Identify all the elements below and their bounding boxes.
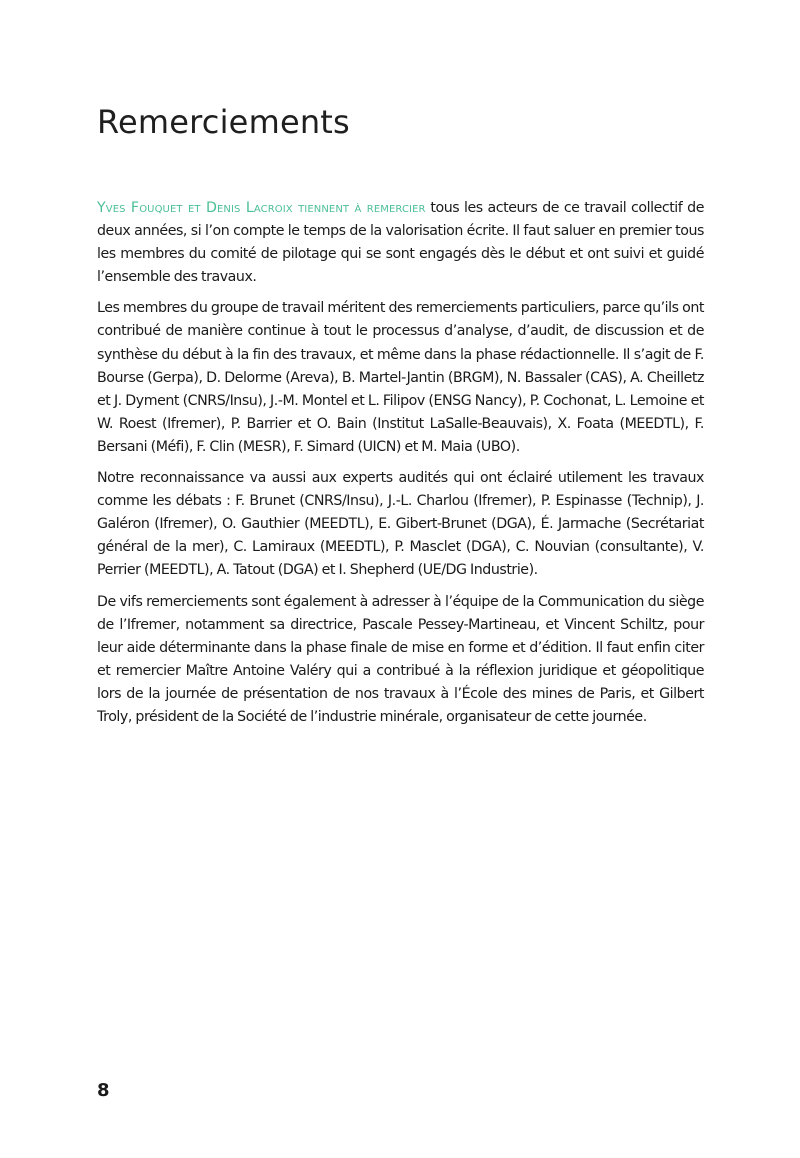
paragraph-3: Notre reconnaissance va aussi aux experts audités qui ont éclairé utilement les travaux comme les débats : F. Brunet (CNRS/Insu), J.-L. Charlou (Ifremer), P. Espinasse (Technip), J. Galéron (Ifremer), O. Gauthier (MEEDTL), E. Gibert-Brunet (DGA), É. Jarmache (Secrétariat général de la mer), C. Lamiraux (MEEDTL), P. Masclet (DGA), C. Nouvian (consultante), V. Perrier (MEEDTL), A. Tatout (DGA) et I. Shepherd (UE/DG Industrie). [97, 470, 704, 579]
paragraph-1 [97, 197, 704, 289]
paragraph-4: De vifs remerciements sont également à adresser à l’équipe de la Communication du siège de l’Ifremer, notamment sa directrice, Pascale Pessey-Martineau, et Vincent Schiltz, pour leur aide déterminante dans la phase finale de mise en forme et d’édition. Il faut enfin citer et remercier Maître Antoine Valéry qui a contribué à la réflexion juridique et géopolitique lors de la journée de présentation de nos travaux à l’École des mines de Paris, et Gilbert Troly, président de la Société de l’industrie minérale, organisateur de cette journée. [97, 593, 704, 725]
paragraph-2: Les membres du groupe de travail méritent des remerciements particuliers, parce qu’ils ont contribué de manière continue à tout le processus d’analyse, d’audit, de discussion et de synthèse du début à la fin des travaux, et même dans la phase rédactionnelle. Il s’agit de F. Bourse (Gerpa), D. Delorme (Areva), B. Martel-Jantin (BRGM), N. Bassaler (CAS), A. Cheilletz et J. Dyment (CNRS/Insu), J.-M. Montel et L. Filipov (ENSG Nancy), P. Cochonat, L. Lemoine et W. Roest (Ifremer), P. Barrier et O. Bain (Institut LaSalle-Beauvais), X. Foata (MEEDTL), F. Bersani (Méfi), F. Clin (MESR), F. Simard (UICN) et M. Maia (UBO). [97, 300, 704, 455]
paragraph-lead: Yves Fouquet et Denis Lacroix tiennent à remercier [97, 200, 426, 216]
acknowledgements-body [97, 197, 704, 737]
page-title: Remerciements [97, 103, 350, 141]
paragraph-text: tous les acteurs de ce travail collectif de deux années, si l’on compte le temps de la valorisation écrite. Il faut saluer en premier tous les membres du comité de pilotage qui se sont engagés dès le début et ont suivi et guidé l’ensemble des travaux. [97, 200, 704, 286]
page-number: 8 [97, 1080, 110, 1101]
